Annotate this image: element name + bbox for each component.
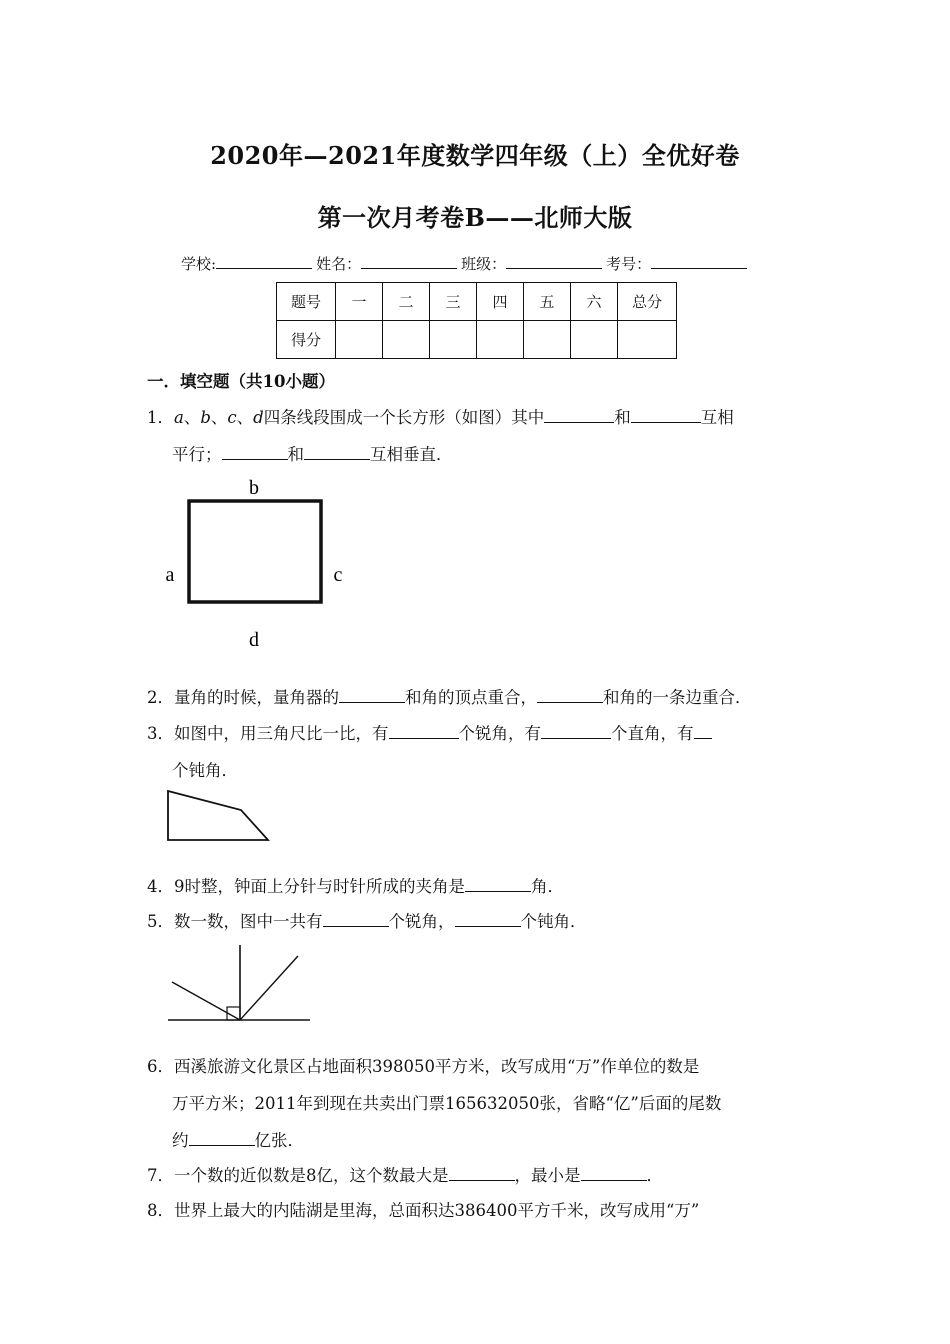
class-field[interactable]	[506, 252, 602, 269]
question-number: 6．	[147, 1057, 174, 1076]
name-label: 姓名：	[316, 255, 362, 273]
student-info-row	[181, 252, 751, 274]
answer-blank[interactable]	[581, 1164, 647, 1181]
question-number: 1．	[147, 408, 174, 427]
label-b: b	[249, 477, 259, 499]
answer-blank[interactable]	[222, 443, 288, 460]
score-header-cell: 总分	[618, 283, 677, 321]
question-3-line-2	[172, 757, 238, 781]
score-cell[interactable]	[430, 321, 477, 359]
question-text: 世界上最大的内陆湖是里海，总面积达386400平方千米，改写成用“万”	[174, 1201, 700, 1220]
score-cell[interactable]	[336, 321, 383, 359]
answer-blank[interactable]	[339, 686, 405, 703]
question-6-line-1	[147, 1053, 699, 1077]
left-ray	[172, 982, 240, 1020]
question-text: 量角的时候，量角器的	[174, 688, 339, 707]
answer-blank[interactable]	[455, 910, 521, 927]
separator: 、	[210, 408, 228, 427]
question-2	[147, 684, 752, 708]
question-text: 四条线段围成一个长方形（如图）其中	[263, 408, 545, 427]
question-1-line-2	[172, 441, 453, 465]
answer-blank[interactable]	[189, 1129, 255, 1146]
question-text: 个钝角．	[172, 761, 238, 780]
question-text: 和	[287, 445, 304, 464]
question-text: 和角的一条边重合．	[603, 688, 752, 707]
question-text: 一个数的近似数是8亿，这个数最大是	[174, 1166, 449, 1185]
question-text: ，最小是	[514, 1166, 581, 1185]
question-text: 个锐角，有	[458, 724, 541, 743]
rectangle-shape	[189, 501, 321, 602]
angles-figure	[165, 942, 315, 1027]
question-number: 4．	[147, 877, 174, 896]
score-header-cell: 二	[383, 283, 430, 321]
question-6-line-3	[172, 1127, 304, 1151]
question-text: 互相	[700, 408, 734, 427]
answer-blank[interactable]	[389, 722, 459, 739]
segment-b: b	[200, 408, 211, 427]
section-heading: 一．填空题（共10小题）	[147, 372, 335, 391]
question-text: 和	[614, 408, 631, 427]
question-number: 2．	[147, 688, 174, 707]
score-header-cell: 五	[524, 283, 571, 321]
separator: 、	[236, 408, 254, 427]
answer-blank[interactable]	[541, 722, 611, 739]
label-d: d	[249, 629, 259, 651]
answer-blank[interactable]	[631, 406, 701, 423]
score-table-header-row	[277, 283, 677, 321]
school-field[interactable]	[216, 252, 312, 269]
question-text: 个直角，有	[611, 724, 694, 743]
score-cell[interactable]	[524, 321, 571, 359]
question-3-line-1	[147, 720, 712, 744]
answer-blank[interactable]	[544, 406, 614, 423]
question-text: 数一数，图中一共有	[174, 912, 323, 931]
score-cell[interactable]	[477, 321, 524, 359]
question-text: 9时整，钟面上分针与时针所成的夹角是	[174, 877, 465, 896]
question-4	[147, 873, 564, 897]
score-header-cell: 六	[571, 283, 618, 321]
question-text: ．	[646, 1166, 663, 1185]
answer-blank[interactable]	[537, 686, 603, 703]
score-cell[interactable]	[618, 321, 677, 359]
answer-blank[interactable]	[449, 1164, 515, 1181]
score-cell[interactable]	[571, 321, 618, 359]
question-text: 个锐角，	[388, 912, 455, 931]
question-1-line-1	[147, 404, 734, 428]
name-field[interactable]	[361, 252, 457, 269]
school-label: 学校:	[181, 255, 217, 273]
question-text: 角．	[531, 877, 564, 896]
score-cell[interactable]	[383, 321, 430, 359]
score-header-cell: 三	[430, 283, 477, 321]
question-text: 西溪旅游文化景区占地面积398050平方米，改写成用“万”作单位的数是	[174, 1057, 700, 1076]
trapezoid-figure	[165, 788, 275, 848]
score-header-cell: 题号	[277, 283, 336, 321]
segment-d: d	[253, 408, 264, 427]
question-text: 亿张．	[254, 1131, 304, 1150]
question-number: 8．	[147, 1201, 174, 1220]
question-text: 互相垂直．	[370, 445, 453, 464]
question-text: 如图中，用三角尺比一比，有	[174, 724, 389, 743]
score-row-label: 得分	[277, 321, 336, 359]
question-text: 约	[172, 1131, 189, 1150]
exam-number-label: 考号：	[606, 255, 652, 273]
right-ray	[240, 956, 298, 1020]
label-c: c	[333, 564, 343, 586]
score-table-score-row	[277, 321, 677, 359]
separator: 、	[183, 408, 201, 427]
answer-blank[interactable]	[694, 722, 712, 739]
question-number: 5．	[147, 912, 174, 931]
answer-blank[interactable]	[304, 443, 370, 460]
label-a: a	[165, 564, 175, 586]
question-number: 7．	[147, 1166, 174, 1185]
question-7	[147, 1162, 663, 1186]
class-label: 班级：	[461, 255, 507, 273]
trapezoid-shape	[168, 791, 268, 840]
question-text: 个钝角．	[520, 912, 587, 931]
exam-title: 2020年—2021年度数学四年级（上）全优好卷	[210, 141, 740, 170]
question-text: 平行；	[172, 445, 222, 464]
exam-subtitle: 第一次月考卷B——北师大版	[317, 203, 633, 232]
rectangle-figure	[160, 470, 360, 660]
segment-c: c	[227, 408, 237, 427]
question-5	[147, 908, 587, 932]
question-text: 万平方米；2011年到现在共卖出门票165632050张，省略“亿”后面的尾数	[172, 1094, 722, 1113]
score-header-cell: 一	[336, 283, 383, 321]
question-text: 和角的顶点重合，	[405, 688, 537, 707]
question-8	[147, 1197, 699, 1221]
exam-number-field[interactable]	[651, 252, 747, 269]
question-number: 3．	[147, 724, 174, 743]
answer-blank[interactable]	[323, 910, 389, 927]
answer-blank[interactable]	[465, 875, 531, 892]
question-6-line-2	[172, 1090, 721, 1114]
segment-a: a	[174, 408, 184, 427]
score-table	[276, 282, 677, 359]
score-header-cell: 四	[477, 283, 524, 321]
